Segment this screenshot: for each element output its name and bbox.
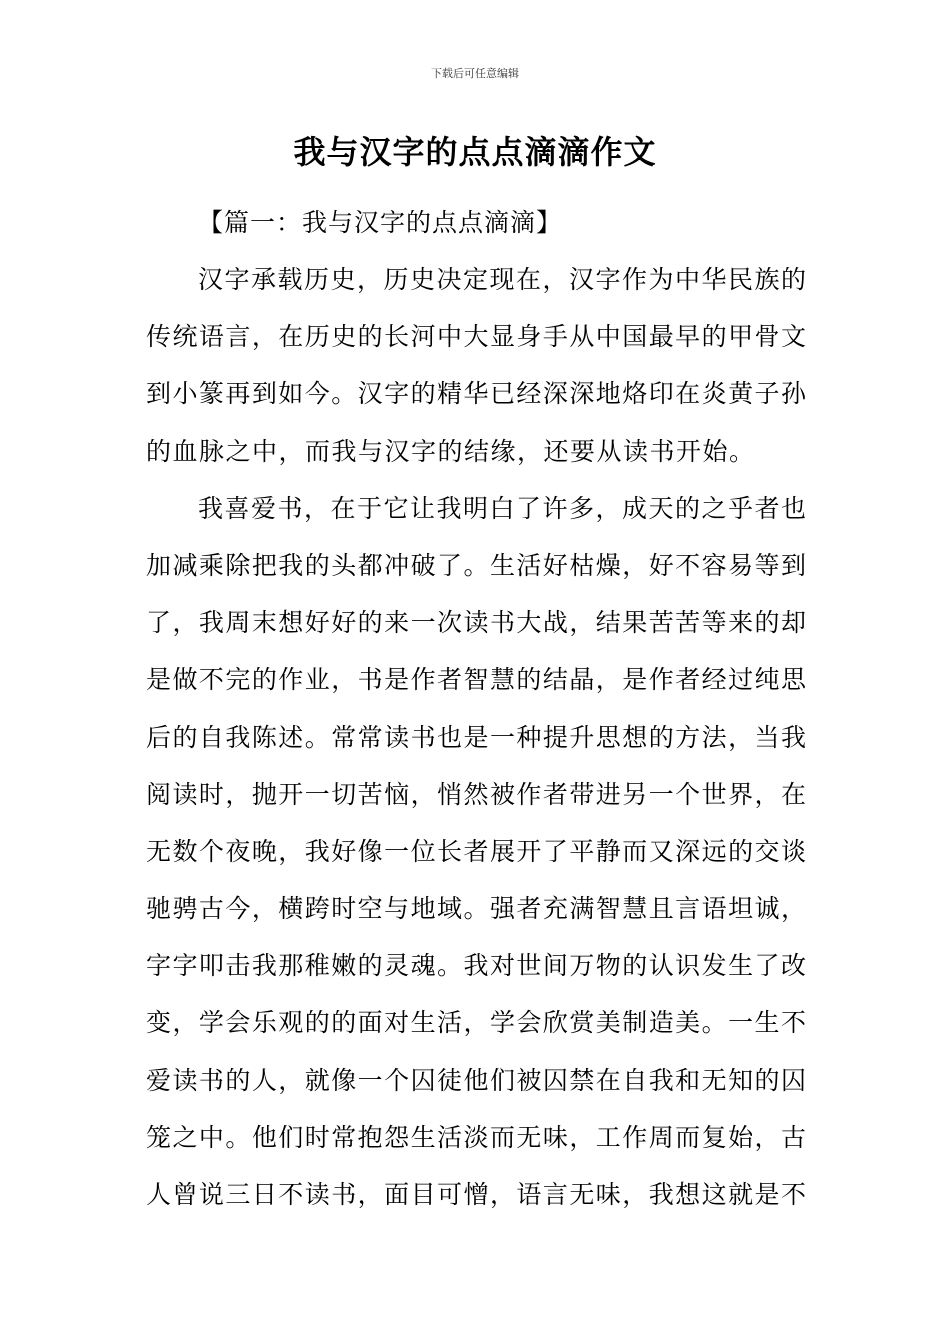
text-line: 无数个夜晚，我好像一位长者展开了平静而又深远的交谈: [146, 836, 806, 866]
text-line: 变，学会乐观的的面对生活，学会欣赏美制造美。一生不: [146, 1008, 806, 1038]
text-line: 我喜爱书，在于它让我明白了许多，成天的之乎者也: [198, 493, 806, 523]
text-line: 爱读书的人，就像一个囚徒他们被囚禁在自我和无知的囚: [146, 1065, 806, 1095]
text-line: 的血脉之中，而我与汉字的结缘，还要从读书开始。: [146, 436, 756, 466]
text-line: 是做不完的作业，书是作者智慧的结晶，是作者经过纯思: [146, 665, 806, 695]
text-line: 传统语言，在历史的长河中大显身手从中国最早的甲骨文: [146, 322, 806, 352]
body-text: [146, 258, 806, 1230]
text-line: 阅读时，抛开一切苦恼，悄然被作者带进另一个世界，在: [146, 779, 806, 809]
text-line: 汉字承载历史，历史决定现在，汉字作为中华民族的: [198, 265, 806, 294]
text-line: 后的自我陈述。常常读书也是一种提升思想的方法，当我: [146, 722, 806, 752]
text-line: 加减乘除把我的头都冲破了。生活好枯燥，好不容易等到: [146, 550, 806, 580]
text-line: 驰骋古今，横跨时空与地域。强者充满智慧且言语坦诚，: [146, 894, 806, 924]
text-line: 字字叩击我那稚嫩的灵魂。我对世间万物的认识发生了改: [146, 951, 806, 981]
text-line: 笼之中。他们时常抱怨生活淡而无味，工作周而复始，古: [146, 1122, 806, 1152]
section-heading: 【篇一：我与汉字的点点滴滴】: [198, 208, 563, 237]
document-title: 我与汉字的点点滴滴作文: [293, 133, 657, 171]
text-line: 了，我周末想好好的来一次读书大战，结果苦苦等来的却: [146, 608, 806, 638]
header-note: 下载后可任意编辑: [431, 67, 519, 80]
text-line: 人曾说三日不读书，面目可憎，语言无味，我想这就是不: [146, 1180, 806, 1209]
text-line: 到小篆再到如今。汉字的精华已经深深地烙印在炎黄子孙: [146, 379, 806, 409]
